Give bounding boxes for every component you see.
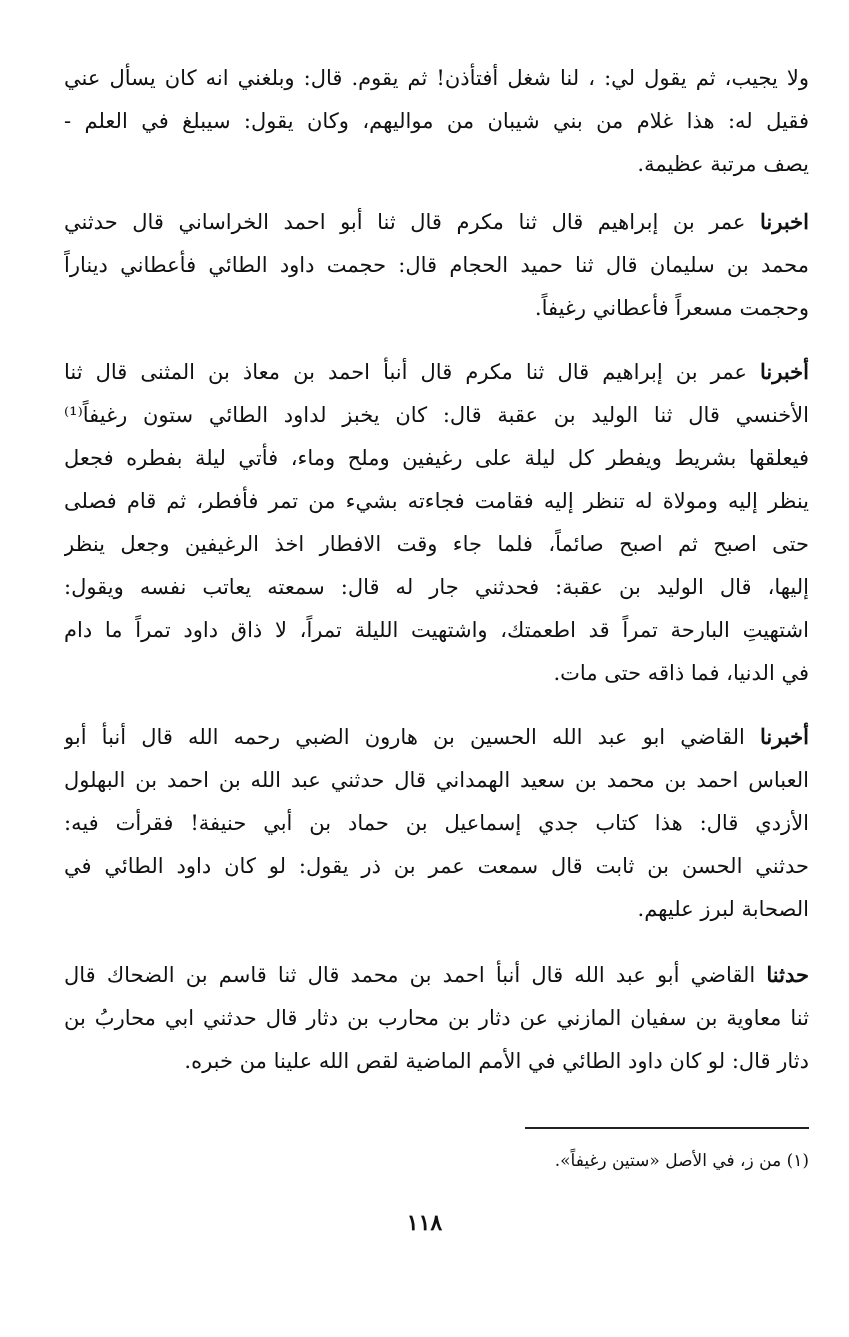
text-line: أخبرنا عمر بن إبراهيم قال ثنا مكرم قال أنبأ احمد بن معاذ بن المثنى قال ثنا <box>64 359 809 384</box>
text-line: حدثني الحسن بن ثابت قال سمعت عمر بن ذر يقول: لو كان داود الطائي في <box>64 854 809 878</box>
text-line: فقيل له: هذا غلام من بني شيبان من مواليهم، وكان يقول: سيبلغ في العلم - <box>64 109 809 133</box>
paragraph-lead-word: حدثنا <box>766 962 809 987</box>
text-line: الأخنسي قال ثنا الوليد بن عقبة قال: كان يخبز لداود الطائي ستون رغيفاً⁽¹⁾ <box>64 403 809 427</box>
page-number: ١١٨ <box>406 1210 443 1236</box>
text-line: ولا يجيب، ثم يقول لي: ، لنا شغل أفتأذن! ثم يقوم. قال: وبلغني انه كان يسأل عني <box>64 66 809 90</box>
text-line: الصحابة لبرز عليهم. <box>637 897 809 921</box>
paragraph-2 <box>64 200 809 329</box>
text-line: يصف مرتبة عظيمة. <box>637 152 809 176</box>
text-line: اشتهيتِ البارحة تمراً قد اطعمتك، واشتهيت الليلة تمراً، لا ذاق داود تمراً ما دام <box>64 618 809 642</box>
paragraph-4 <box>64 715 809 930</box>
text-line: ينظر إليه ومولاة له تنظر إليه فقامت فجاءته بشيء من تمر فأفطر، ثم قام فصلى <box>64 489 809 513</box>
text-line: إليها، قال الوليد بن عقبة: فحدثني جار له قال: سمعته يعاتب نفسه ويقول: <box>64 575 809 599</box>
text-line: الأزدي قال: هذا كتاب جدي إسماعيل بن حماد بن أبي حنيفة! فقرأت فيه: <box>64 811 809 835</box>
text-line: ثنا معاوية بن سفيان المازني عن دثار بن محارب بن دثار قال حدثني ابي محاربُ بن <box>64 1006 809 1030</box>
text-line: في الدنيا، فما ذاقه حتى مات. <box>553 661 809 685</box>
paragraph-lead-word: اخبرنا <box>760 209 809 234</box>
paragraph-lead-word: أخبرنا <box>760 359 809 384</box>
paragraph-5 <box>64 953 809 1082</box>
paragraph-3 <box>64 350 809 694</box>
paragraph-lead-word: أخبرنا <box>760 724 809 749</box>
footnote: (١) من ز، في الأصل «ستين رغيفاً». <box>554 1151 809 1171</box>
text-line: حدثنا القاضي أبو عبد الله قال أنبأ احمد بن محمد قال ثنا قاسم بن الضحاك قال <box>64 962 809 987</box>
text-line: اخبرنا عمر بن إبراهيم قال ثنا مكرم قال ثنا أبو احمد الخراساني قال حدثني <box>64 209 809 234</box>
text-line: فيعلقها بشريط ويفطر كل ليلة على رغيفين وملح وماء، فأتي ليلة بفطره فجعل <box>64 446 809 470</box>
footnote-divider <box>525 1127 809 1129</box>
text-line: أخبرنا القاضي ابو عبد الله الحسين بن هارون الضبي رحمه الله قال أنبأ أبو <box>64 724 809 749</box>
text-line: وحجمت مسعراً فأعطاني رغيفاً. <box>534 296 809 320</box>
text-line: حتى اصبح ثم اصبح صائماً، فلما جاء وقت الافطار اخذ الرغيفين وجعل ينظر <box>64 532 809 556</box>
text-line: محمد بن سليمان قال ثنا حميد الحجام قال: حجمت داود الطائي فأعطاني ديناراً <box>64 253 809 277</box>
text-line: دثار قال: لو كان داود الطائي في الأمم الماضية لقص الله علينا من خبره. <box>184 1049 809 1073</box>
text-line: العباس احمد بن محمد بن سعيد الهمداني قال حدثني عبد الله بن احمد بن البهلول <box>64 768 809 792</box>
paragraph-1 <box>64 56 809 185</box>
